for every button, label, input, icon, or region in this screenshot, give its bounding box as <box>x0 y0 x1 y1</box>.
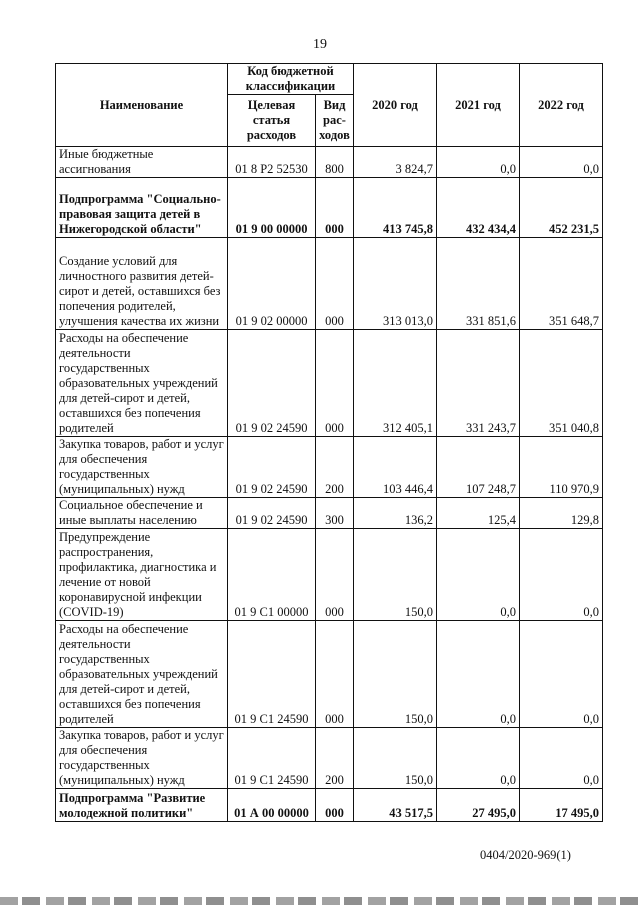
row-value-2022: 110 970,9 <box>520 437 603 498</box>
page-number: 19 <box>313 37 327 52</box>
table-row <box>56 728 603 789</box>
table-row <box>56 789 603 822</box>
row-expense-type: 000 <box>316 238 354 330</box>
row-name: Предупреждение распространения, профилактика, диагностика и лечение от новой коронавирусной инфекции (COVID-19) <box>56 529 228 621</box>
scan-edge-artifact <box>0 897 640 905</box>
row-target-article: 01 9 02 24590 <box>228 437 316 498</box>
table-row <box>56 437 603 498</box>
row-value-2021: 0,0 <box>437 728 520 789</box>
row-value-2020: 312 405,1 <box>354 330 437 437</box>
row-target-article: 01 9 02 24590 <box>228 330 316 437</box>
row-expense-type: 300 <box>316 498 354 529</box>
document-reference: 0404/2020-969(1) <box>480 848 571 862</box>
row-name: Социальное обеспечение и иные выплаты населению <box>56 498 228 529</box>
header-year-2022: 2022 год <box>520 64 603 147</box>
row-name: Закупка товаров, работ и услуг для обеспечения государственных (муниципальных) нужд <box>56 437 228 498</box>
row-value-2021: 432 434,4 <box>437 178 520 238</box>
row-expense-type: 000 <box>316 178 354 238</box>
header-budget-code: Код бюджетной классификации <box>228 64 354 95</box>
row-value-2022: 452 231,5 <box>520 178 603 238</box>
row-value-2021: 331 243,7 <box>437 330 520 437</box>
row-expense-type: 200 <box>316 437 354 498</box>
row-value-2022: 129,8 <box>520 498 603 529</box>
table-row <box>56 178 603 238</box>
row-target-article: 01 А 00 00000 <box>228 789 316 822</box>
row-expense-type: 000 <box>316 330 354 437</box>
row-value-2022: 351 648,7 <box>520 238 603 330</box>
row-value-2020: 413 745,8 <box>354 178 437 238</box>
row-value-2021: 331 851,6 <box>437 238 520 330</box>
row-target-article: 01 9 02 00000 <box>228 238 316 330</box>
row-value-2021: 0,0 <box>437 147 520 178</box>
row-value-2020: 150,0 <box>354 529 437 621</box>
row-value-2020: 3 824,7 <box>354 147 437 178</box>
row-expense-type: 000 <box>316 529 354 621</box>
row-value-2020: 150,0 <box>354 728 437 789</box>
row-expense-type: 200 <box>316 728 354 789</box>
header-name: Наименование <box>56 64 228 147</box>
budget-table <box>55 63 603 822</box>
row-value-2022: 17 495,0 <box>520 789 603 822</box>
table-row <box>56 498 603 529</box>
row-value-2020: 150,0 <box>354 621 437 728</box>
row-value-2020: 313 013,0 <box>354 238 437 330</box>
row-value-2022: 0,0 <box>520 621 603 728</box>
table-row <box>56 621 603 728</box>
row-target-article: 01 9 02 24590 <box>228 498 316 529</box>
table-body <box>56 147 603 822</box>
row-name: Подпрограмма "Развитие молодежной политики" <box>56 789 228 822</box>
header-year-2021: 2021 год <box>437 64 520 147</box>
table-row <box>56 529 603 621</box>
table-row <box>56 330 603 437</box>
row-name: Иные бюджетные ассигнования <box>56 147 228 178</box>
row-expense-type: 000 <box>316 621 354 728</box>
row-target-article: 01 9 C1 24590 <box>228 728 316 789</box>
row-target-article: 01 9 C1 00000 <box>228 529 316 621</box>
table-header <box>56 64 603 147</box>
row-value-2021: 27 495,0 <box>437 789 520 822</box>
row-value-2022: 0,0 <box>520 147 603 178</box>
row-name: Расходы на обеспечение деятельности государственных образовательных учреждений для детей-сирот и детей, оставшихся без попечения родителей <box>56 330 228 437</box>
row-name: Закупка товаров, работ и услуг для обеспечения государственных (муниципальных) нужд <box>56 728 228 789</box>
row-target-article: 01 9 C1 24590 <box>228 621 316 728</box>
row-value-2021: 107 248,7 <box>437 437 520 498</box>
table-row <box>56 147 603 178</box>
row-value-2021: 0,0 <box>437 621 520 728</box>
row-value-2022: 351 040,8 <box>520 330 603 437</box>
row-expense-type: 800 <box>316 147 354 178</box>
row-target-article: 01 8 P2 52530 <box>228 147 316 178</box>
row-value-2020: 43 517,5 <box>354 789 437 822</box>
header-expense-type: Вид рас-ходов <box>316 95 354 147</box>
row-target-article: 01 9 00 00000 <box>228 178 316 238</box>
header-year-2020: 2020 год <box>354 64 437 147</box>
row-name: Создание условий для личностного развития детей-сирот и детей, оставшихся без попечения родителей, улучшения качества их жизни <box>56 238 228 330</box>
row-value-2021: 125,4 <box>437 498 520 529</box>
row-value-2022: 0,0 <box>520 529 603 621</box>
row-name: Подпрограмма "Социально-правовая защита детей в Нижегородской области" <box>56 178 228 238</box>
table-row <box>56 238 603 330</box>
row-value-2022: 0,0 <box>520 728 603 789</box>
row-value-2020: 103 446,4 <box>354 437 437 498</box>
row-value-2020: 136,2 <box>354 498 437 529</box>
row-expense-type: 000 <box>316 789 354 822</box>
row-value-2021: 0,0 <box>437 529 520 621</box>
row-name: Расходы на обеспечение деятельности государственных образовательных учреждений для детей-сирот и детей, оставшихся без попечения родителей <box>56 621 228 728</box>
header-target-article: Целевая статья расходов <box>228 95 316 147</box>
